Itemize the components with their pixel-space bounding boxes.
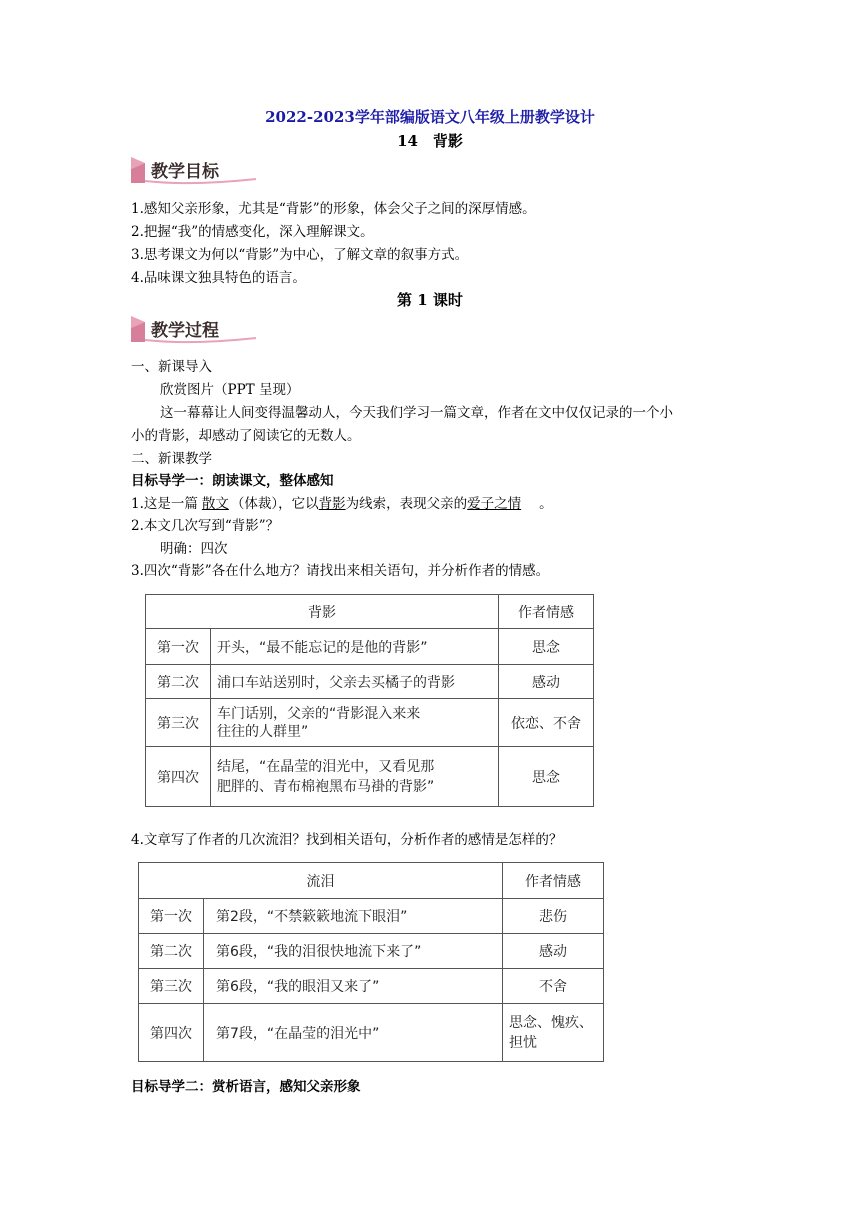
part1-paragraph-b: 小的背影，却感动了阅读它的无数人。 [131, 428, 361, 444]
q1-mid1: （体裁），它以 [230, 496, 319, 512]
table-cell: 思念 [499, 747, 594, 807]
q1-mid2: 为线索，表现父亲的 [345, 496, 468, 512]
question-2: 2.本文几次写到“背影”？ [131, 518, 280, 534]
table-cell: 第二次 [146, 665, 211, 699]
table-row [146, 699, 594, 747]
table-cell: 第6段，“我的泪很快地流下来了” [204, 934, 503, 969]
table-cell [211, 699, 499, 747]
table-cell: 第三次 [146, 699, 211, 747]
guide-1: 目标导学一：朗读课文，整体感知 [131, 473, 334, 489]
table-row [139, 899, 604, 934]
table-header-row [139, 863, 604, 899]
cell-line: 往往的人群里” [217, 723, 309, 740]
table-cell: 第二次 [139, 934, 204, 969]
table-cell: 悲伤 [503, 899, 604, 934]
table-cell [503, 1004, 604, 1062]
q1-end: 。 [539, 496, 553, 512]
table-cell: 浦口车站送别时，父亲去买橘子的背影 [211, 665, 499, 699]
table-row [146, 629, 594, 665]
q1-prefix: 1.这是一篇 [131, 496, 198, 512]
q1-answer-clue: 背影 [318, 496, 346, 512]
question-4: 4.文章写了作者的几次流泪？找到相关语句，分析作者的感情是怎样的？ [131, 832, 563, 848]
table-cell: 不舍 [503, 969, 604, 1004]
table-cell: 思念 [499, 629, 594, 665]
table-header-cell: 作者情感 [503, 863, 604, 899]
part2-heading: 二、新课教学 [131, 451, 212, 467]
question-1 [131, 492, 553, 512]
table-cell: 第四次 [139, 1004, 204, 1062]
table-cell: 第一次 [139, 899, 204, 934]
table-cell: 第2段，“不禁簌簌地流下眼泪” [204, 899, 503, 934]
table-header-cell: 背影 [146, 595, 499, 629]
section-banner-goals [131, 155, 256, 185]
table-cell: 第6段，“我的眼泪又来了” [204, 969, 503, 1004]
table-header-row [146, 595, 594, 629]
table-cell: 开头，“最不能忘记的是他的背影” [211, 629, 499, 665]
tears-table [138, 862, 604, 1062]
document-title: 2022-2023学年部编版语文八年级上册教学设计 [265, 108, 595, 126]
table-cell: 感动 [503, 934, 604, 969]
table-cell: 依恋、不舍 [499, 699, 594, 747]
period-heading: 第 1 课时 [397, 291, 463, 309]
question-3: 3.四次“背影”各在什么地方？请找出来相关语句，并分析作者的情感。 [131, 563, 550, 579]
table-cell: 第三次 [139, 969, 204, 1004]
table-cell: 第四次 [146, 747, 211, 807]
table-cell: 第一次 [146, 629, 211, 665]
table-cell: 感动 [499, 665, 594, 699]
table-header-cell: 作者情感 [499, 595, 594, 629]
back-view-table [145, 594, 594, 807]
q1-answer-genre: 散文 [201, 496, 229, 512]
table-header-cell: 流泪 [139, 863, 503, 899]
guide-2: 目标导学二：赏析语言，感知父亲形象 [131, 1079, 361, 1095]
table-row [139, 969, 604, 1004]
section-banner-process [131, 314, 256, 344]
cell-line: 车门话别，父亲的“背影混入来来 [217, 705, 421, 722]
table-cell [211, 747, 499, 807]
table-row [146, 665, 594, 699]
part1-paragraph-a: 这一幕幕让人间变得温馨动人，今天我们学习一篇文章，作者在文中仅仅记录的一个小 [160, 405, 673, 421]
q1-answer-emotion: 爱子之情 [467, 496, 522, 512]
banner-goals-label: 教学目标 [151, 162, 219, 182]
part1-heading: 一、新课导入 [131, 359, 212, 375]
cell-line: 肥胖的、青布棉袍黑布马褂的背影” [217, 778, 435, 795]
goal-3: 3.思考课文为何以“背影”为中心，了解文章的叙事方式。 [131, 247, 469, 263]
cell-line: 思念、愧疚、 [509, 1014, 593, 1031]
goal-1: 1.感知父亲形象，尤其是“背影”的形象，体会父子之间的深厚情感。 [131, 201, 536, 217]
goal-4: 4.品味课文独具特色的语言。 [131, 270, 306, 286]
table-cell: 第7段，“在晶莹的泪光中” [204, 1004, 503, 1062]
cell-line: 担忧 [509, 1034, 537, 1051]
banner-process-label: 教学过程 [151, 321, 219, 341]
lesson-title: 14 背影 [397, 132, 463, 150]
table-row [139, 934, 604, 969]
question-2-answer: 明确：四次 [160, 541, 228, 557]
cell-line: 结尾，“在晶莹的泪光中，又看见那 [217, 758, 435, 775]
table-row [139, 1004, 604, 1062]
goal-2: 2.把握“我”的情感变化，深入理解课文。 [131, 224, 374, 240]
part1-line1: 欣赏图片（PPT 呈现） [160, 382, 300, 398]
table-row [146, 747, 594, 807]
